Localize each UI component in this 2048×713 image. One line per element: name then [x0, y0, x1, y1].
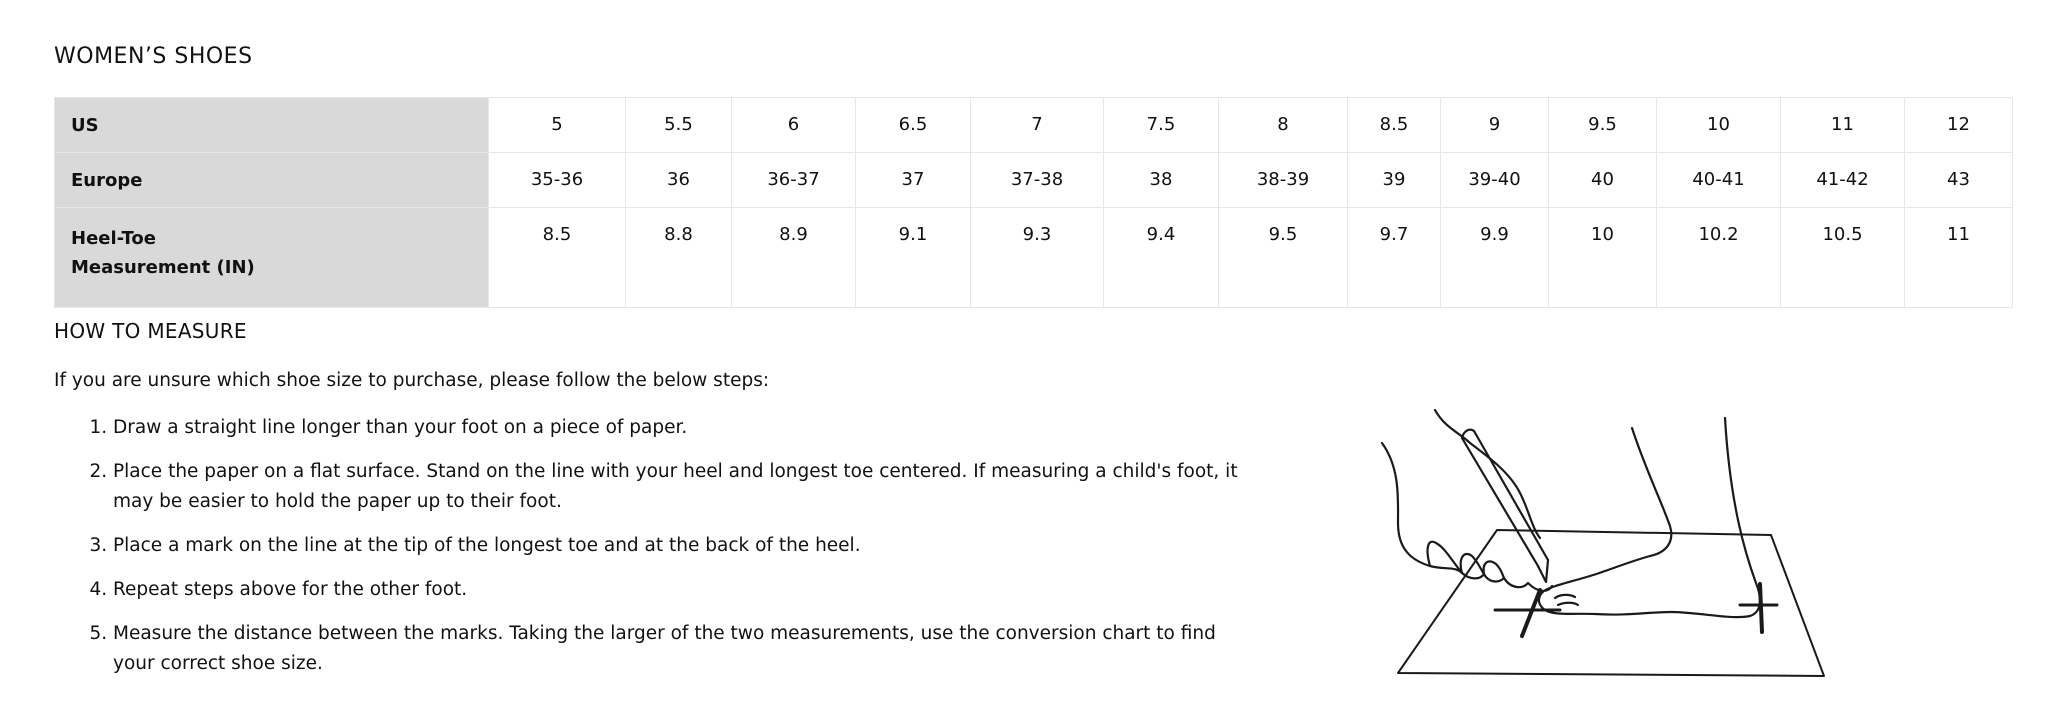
table-cell: 39-40: [1441, 153, 1549, 208]
size-conversion-table: [54, 97, 2013, 308]
row-header: Europe: [55, 153, 489, 208]
table-cell: 5: [489, 98, 626, 153]
measure-step: 1. Draw a straight line longer than your foot on a piece of paper.: [113, 413, 1263, 443]
table-cell: 37-38: [971, 153, 1104, 208]
table-cell: 6: [732, 98, 856, 153]
measure-step: 3. Place a mark on the line at the tip of the longest toe and at the back of the heel.: [113, 531, 1263, 561]
table-cell: 11: [1781, 98, 1905, 153]
measure-steps-list: [54, 413, 1263, 693]
table-cell: 35-36: [489, 153, 626, 208]
table-row: [55, 98, 2013, 153]
table-cell: 7: [971, 98, 1104, 153]
table-cell: 40-41: [1657, 153, 1781, 208]
table-cell: 8.9: [732, 208, 856, 308]
table-cell: 8: [1219, 98, 1348, 153]
table-cell: 9.9: [1441, 208, 1549, 308]
table-cell: 37: [856, 153, 971, 208]
table-cell: 11: [1905, 208, 2013, 308]
table-cell: 9.5: [1219, 208, 1348, 308]
measure-step: 2. Place the paper on a flat surface. Stand on the line with your heel and longest toe centered. If measuring a child's foot, it may be easier to hold the paper up to their foot.: [113, 457, 1263, 517]
table-cell: 10: [1549, 208, 1657, 308]
table-cell: 12: [1905, 98, 2013, 153]
table-row: [55, 208, 2013, 308]
table-cell: 6.5: [856, 98, 971, 153]
table-cell: 36-37: [732, 153, 856, 208]
measure-step: 4. Repeat steps above for the other foot.: [113, 575, 1263, 605]
how-to-intro: If you are unsure which shoe size to purchase, please follow the below steps:: [54, 370, 770, 391]
section-title: WOMEN’S SHOES: [54, 44, 253, 69]
table-cell: 8.5: [489, 208, 626, 308]
table-cell: 38-39: [1219, 153, 1348, 208]
table-cell: 9: [1441, 98, 1549, 153]
table-cell: 36: [626, 153, 732, 208]
table-cell: 39: [1348, 153, 1441, 208]
table-cell: 10: [1657, 98, 1781, 153]
table-cell: 40: [1549, 153, 1657, 208]
table-cell: 10.2: [1657, 208, 1781, 308]
table-cell: 8.5: [1348, 98, 1441, 153]
table-row: [55, 153, 2013, 208]
table-cell: 41-42: [1781, 153, 1905, 208]
table-cell: 9.5: [1549, 98, 1657, 153]
table-cell: 9.3: [971, 208, 1104, 308]
table-cell: 9.1: [856, 208, 971, 308]
table-cell: 7.5: [1104, 98, 1219, 153]
measure-step: 5. Measure the distance between the marks. Taking the larger of the two measurements, use the conversion chart to find your correct shoe size.: [113, 619, 1263, 679]
how-to-measure-title: HOW TO MEASURE: [54, 319, 247, 343]
table-cell: 9.4: [1104, 208, 1219, 308]
table-cell: 10.5: [1781, 208, 1905, 308]
table-cell: 8.8: [626, 208, 732, 308]
table-cell: 5.5: [626, 98, 732, 153]
table-cell: 43: [1905, 153, 2013, 208]
row-header-line: Heel-Toe: [71, 228, 156, 249]
row-header-line: Measurement (IN): [71, 257, 255, 278]
foot-measuring-illustration: [1370, 398, 1845, 683]
row-header: [55, 208, 489, 308]
row-header: US: [55, 98, 489, 153]
table-cell: 38: [1104, 153, 1219, 208]
table-cell: 9.7: [1348, 208, 1441, 308]
